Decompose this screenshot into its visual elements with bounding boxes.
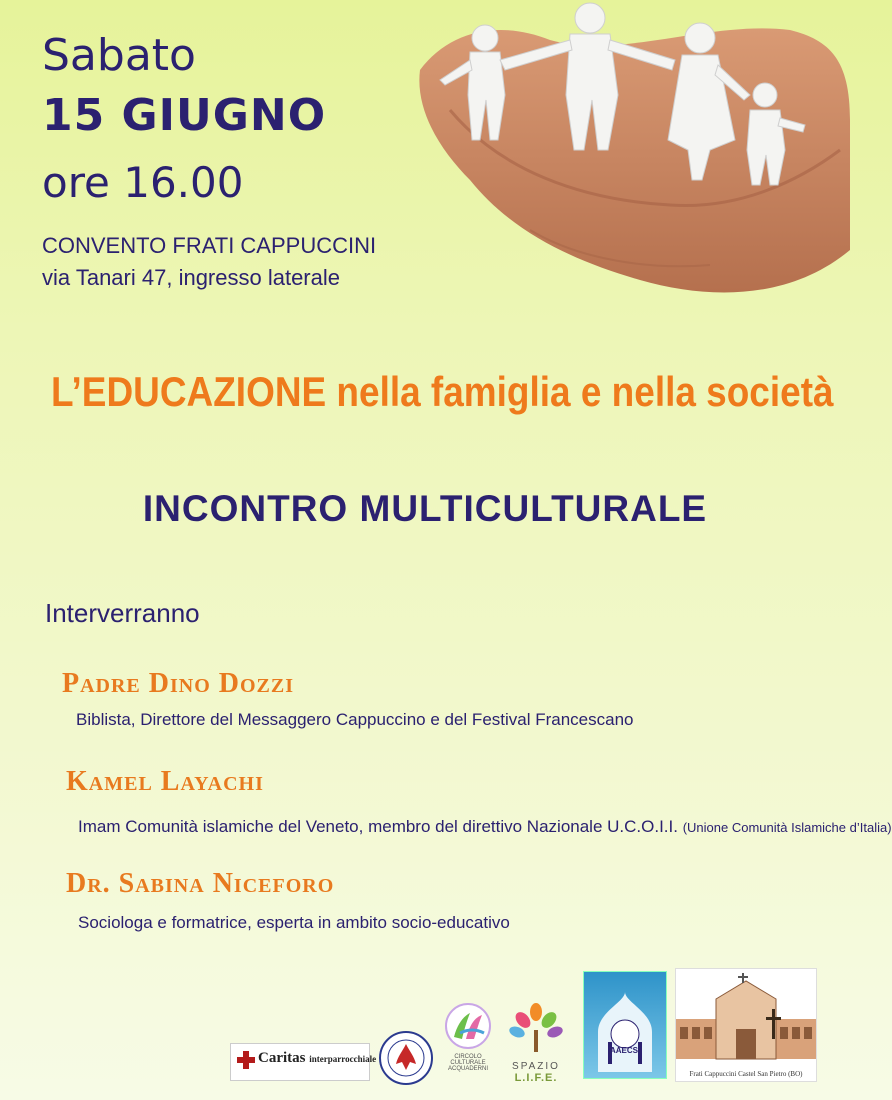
- venue-name: CONVENTO FRATI CAPPUCCINI: [42, 233, 377, 258]
- caritas-cross-icon: [236, 1050, 256, 1070]
- caritas-suffix: interparrocchiale: [309, 1054, 377, 1064]
- event-title: [51, 368, 834, 416]
- speaker-role-2: [78, 817, 892, 837]
- speaker-name-2: Kamel Layachi: [66, 766, 264, 797]
- event-subtitle: INCONTRO MULTICULTURALE: [142, 488, 708, 529]
- speaker-role-3: Sociologa e formatrice, esperta in ambito socio-educativo: [78, 913, 510, 932]
- scout-association-logo: [378, 1030, 434, 1086]
- hands-paper-family-image: [410, 0, 850, 300]
- speaker-name-1: Padre Dino Dozzi: [62, 668, 295, 699]
- speaker-role-2-note: (Unione Comunità Islamiche d’Italia): [682, 820, 892, 835]
- aaecs-logo: [583, 971, 667, 1079]
- event-day: Sabato: [42, 30, 196, 81]
- venue-address: via Tanari 47, ingresso laterale: [42, 265, 340, 290]
- caritas-logo: [230, 1043, 377, 1081]
- event-date: 15 GIUGNO: [42, 90, 327, 141]
- church-facade-icon: [676, 969, 816, 1065]
- circolo-emblem-icon: [440, 1003, 496, 1049]
- spazio-life-logo: [503, 1000, 569, 1084]
- speaker-role-2-text: Imam Comunità islamiche del Veneto, membro del direttivo Nazionale U.C.O.I.I.: [78, 817, 678, 836]
- mosque-emblem-icon: [584, 972, 666, 1078]
- event-title-main: L’EDUCAZIONE: [51, 368, 327, 415]
- convento-caption: Frati Cappuccini Castel San Pietro (BO): [689, 1070, 803, 1078]
- life-label: L.I.F.E.: [514, 1072, 558, 1084]
- speaker-name-3: Dr. Sabina Niceforo: [66, 868, 335, 899]
- tree-icon: [503, 1000, 569, 1056]
- spazio-label: SPAZIO: [512, 1061, 560, 1072]
- caritas-name: Caritas: [258, 1050, 306, 1066]
- aaecs-badge: AAECS: [610, 1046, 639, 1055]
- event-time: ore 16.00: [42, 158, 244, 207]
- circolo-acquaderni-logo: [440, 1003, 496, 1072]
- event-title-rest: nella famiglia e nella società: [326, 368, 834, 415]
- convento-drawing: [675, 968, 817, 1082]
- speakers-intro: Interverranno: [45, 598, 200, 628]
- circolo-caption: CIRCOLO CULTURALE ACQUADERNI: [447, 1054, 488, 1072]
- speaker-role-1: Biblista, Direttore del Messaggero Cappuccino e del Festival Francescano: [76, 710, 634, 729]
- venue-block: [42, 230, 376, 294]
